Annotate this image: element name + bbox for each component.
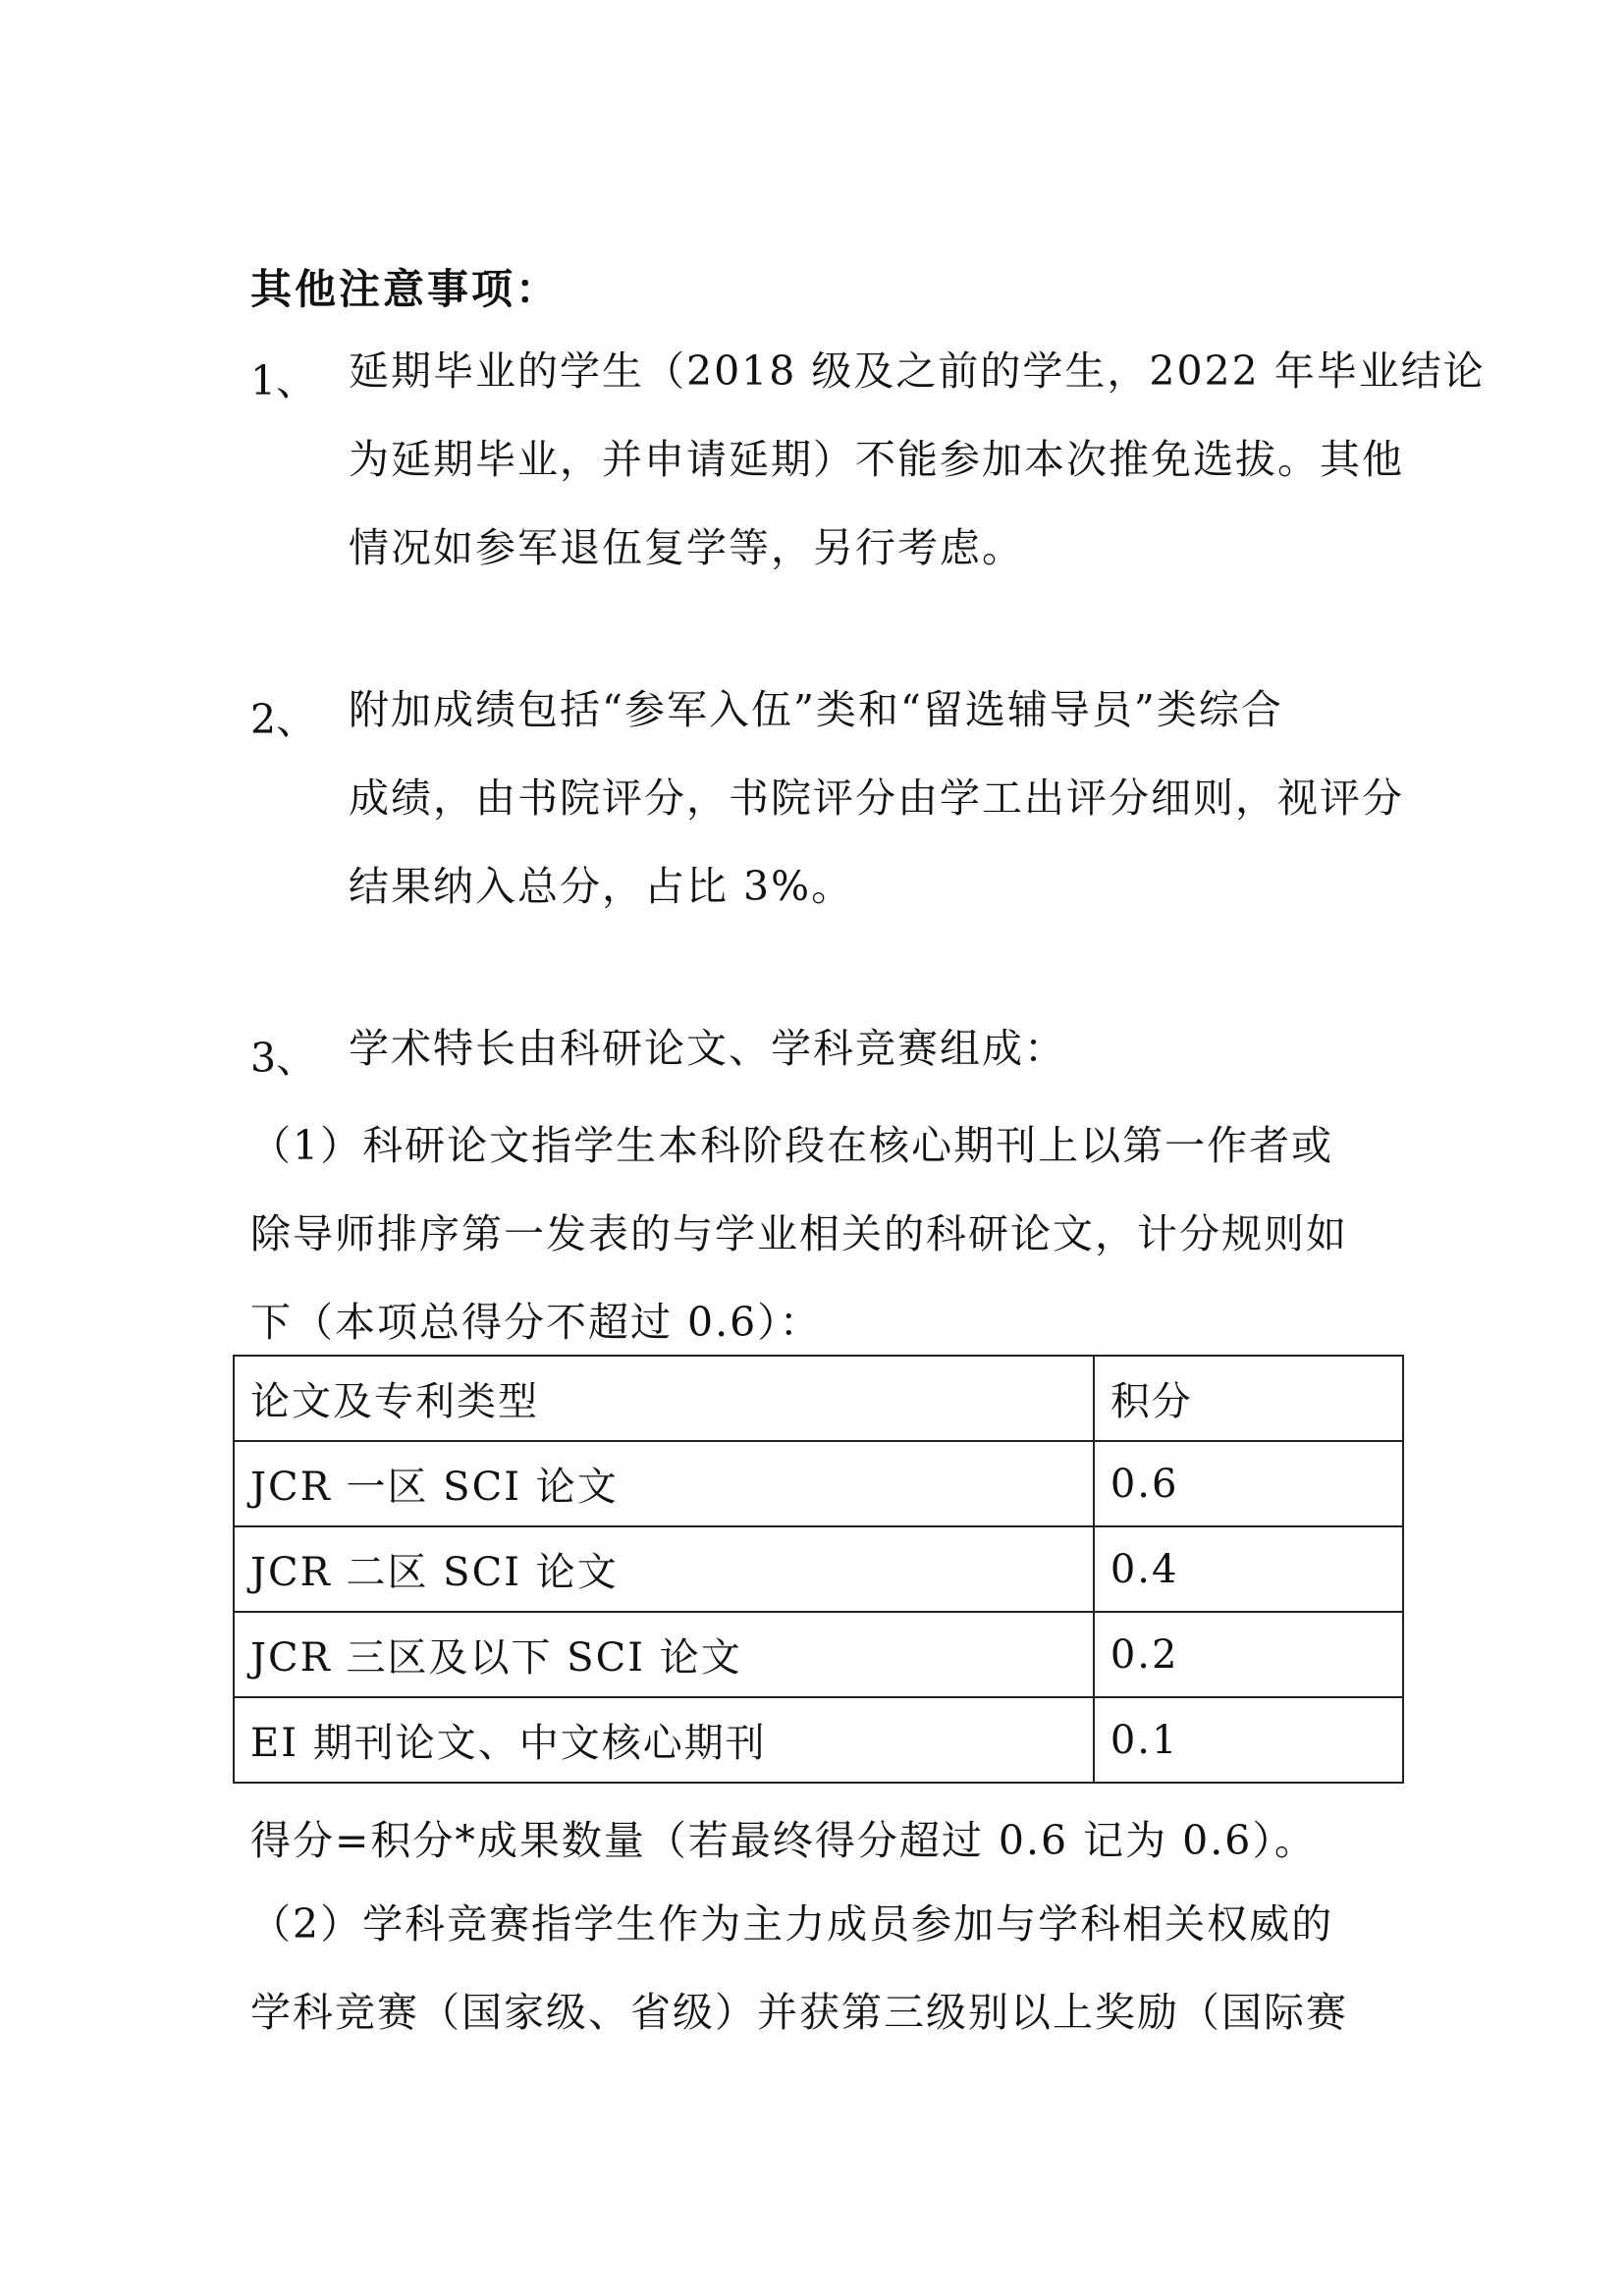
table-cell: 0.4 (1094, 1526, 1403, 1612)
table-cell: 0.2 (1094, 1612, 1403, 1697)
paragraph-research-papers (250, 1101, 1399, 1366)
text-line: 情况如参军退伍复学等，另行考虑。 (349, 524, 1024, 571)
item-text (349, 1004, 1389, 1093)
table-header-cell: 论文及专利类型 (234, 1356, 1094, 1441)
section-heading: 其他注意事项： (250, 265, 561, 313)
score-table (233, 1355, 1404, 1784)
table-cell: JCR 一区 SCI 论文 (234, 1441, 1094, 1526)
text-line: （2）学科竞赛指学生作为主力成员参加与学科相关权威的 (250, 1900, 1334, 1948)
table-cell: JCR 二区 SCI 论文 (234, 1526, 1094, 1612)
table-header-cell: 积分 (1094, 1356, 1403, 1441)
text-line: 除导师排序第一发表的与学业相关的科研论文，计分规则如 (250, 1210, 1348, 1257)
item-text (349, 327, 1486, 592)
text-line: 附加成绩包括“参军入伍”类和“留选辅导员”类综合 (349, 686, 1283, 733)
table-row (234, 1441, 1403, 1526)
text-line: 下（本项总得分不超过 0.6）： (250, 1299, 822, 1346)
text-line: 学科竞赛（国家级、省级）并获第三级别以上奖励（国际赛 (250, 1989, 1348, 2036)
table-cell: 0.1 (1094, 1697, 1403, 1783)
table-row (234, 1612, 1403, 1697)
item-number: 3、 (250, 1035, 317, 1082)
item-number: 2、 (250, 696, 317, 743)
item-number: 1、 (250, 357, 317, 404)
table-row (234, 1526, 1403, 1612)
table-row (234, 1697, 1403, 1783)
text-line: 成绩，由书院评分，书院评分由学工出评分细则，视评分 (349, 774, 1404, 822)
text-line: 得分=积分*成果数量（若最终得分超过 0.6 记为 0.6）。 (250, 1817, 1317, 1864)
table-cell: 0.6 (1094, 1441, 1403, 1526)
table-cell: JCR 三区及以下 SCI 论文 (234, 1612, 1094, 1697)
text-line: 结果纳入总分，占比 3%。 (349, 863, 854, 910)
text-line: 为延期毕业，并申请延期）不能参加本次推免选拔。其他 (349, 436, 1404, 483)
item-text (349, 666, 1404, 931)
paragraph-competitions (250, 1880, 1399, 2056)
table-cell: EI 期刊论文、中文核心期刊 (234, 1697, 1094, 1783)
score-formula (250, 1796, 1399, 1885)
text-line: 学术特长由科研论文、学科竞赛组成： (349, 1025, 1066, 1072)
table-header-row (234, 1356, 1403, 1441)
text-line: 延期毕业的学生（2018 级及之前的学生，2022 年毕业结论 (349, 347, 1486, 395)
text-line: （1）科研论文指学生本科阶段在核心期刊上以第一作者或 (250, 1122, 1334, 1169)
